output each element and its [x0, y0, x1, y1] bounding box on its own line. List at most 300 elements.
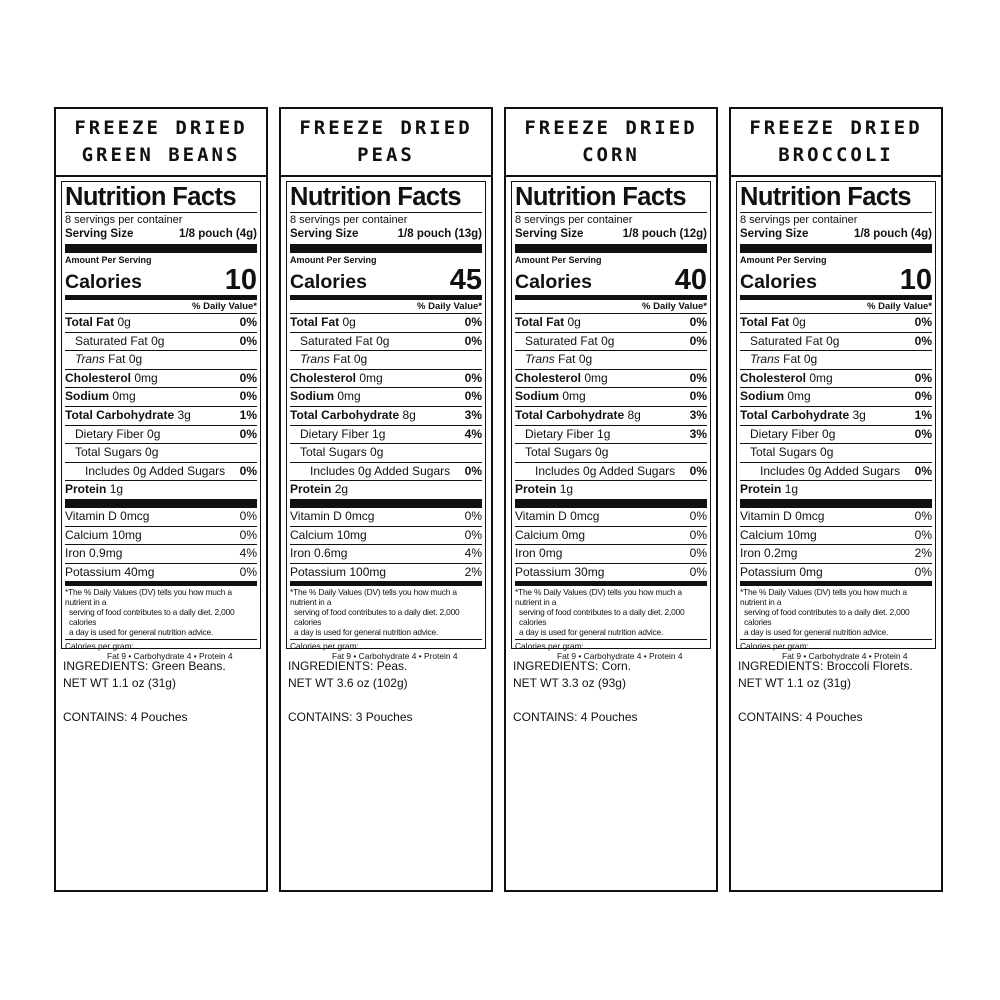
calories-per-gram-label: Calories per gram: [740, 641, 809, 652]
footnote-line-2: serving of food contributes to a daily diet. 2,000 calories [744, 606, 910, 627]
total-carbohydrate-dv: 3% [689, 407, 707, 422]
footnote-line-1: *The % Daily Values (DV) tells you how much a nutrient in a [290, 587, 457, 608]
cholesterol-label: Cholesterol [290, 370, 357, 385]
net-weight-line [513, 675, 638, 692]
cholesterol-dv: 0% [914, 370, 932, 385]
calories-label: Calories [740, 271, 817, 293]
calcium-label: Calcium [515, 527, 559, 542]
total-sugars-label: Total Sugars [75, 445, 142, 460]
added-sugars-label: Added Sugars [599, 463, 676, 478]
trans-fat-row [740, 351, 932, 370]
footnote-line-3: a day is used for general nutrition advice. [69, 626, 214, 637]
protein-row [65, 481, 257, 508]
net-weight-value: 3.6 oz (102g) [336, 676, 408, 690]
servings-per-container: 8 servings per container [740, 214, 858, 226]
cholesterol-label: Cholesterol [515, 370, 582, 385]
saturated-fat-dv: 0% [239, 333, 257, 348]
calories-row [65, 266, 257, 300]
calories-row [290, 266, 482, 300]
potassium-label: Potassium [290, 564, 347, 579]
total-fat-label: Total Fat [290, 315, 340, 329]
trans-fat-value: 0g [353, 352, 368, 367]
vitamin-d-value: 0mcg [795, 508, 825, 523]
contains-label: CONTAINS: [288, 710, 353, 724]
vitamin-d-dv: 0% [689, 508, 707, 523]
footnote-line-1: *The % Daily Values (DV) tells you how much a nutrient in a [740, 587, 907, 608]
added-sugars-dv: 0% [239, 463, 257, 478]
protein-row [740, 481, 932, 508]
net-weight-label: NET WT [738, 676, 784, 690]
sodium-value: 0mg [337, 389, 361, 404]
vitamin-d-row [65, 508, 257, 527]
calories-per-gram-values: Fat 9 • Carbohydrate 4 • Protein 4 [557, 651, 683, 662]
iron-label: Iron [65, 546, 86, 561]
vitamin-d-row [515, 508, 707, 527]
saturated-fat-dv: 0% [689, 333, 707, 348]
protein-label: Protein [65, 482, 107, 497]
trans-fat-row [65, 351, 257, 370]
added-sugars-value: 0g [133, 463, 147, 478]
trans-fat-value: 0g [803, 352, 818, 367]
footnote-line-3: a day is used for general nutrition advice. [744, 626, 889, 637]
total-fat-label: Total Fat [740, 315, 790, 329]
cholesterol-value: 0mg [134, 370, 158, 385]
serving-size-label: Serving Size [290, 228, 359, 240]
nutrition-facts-label [61, 181, 261, 662]
total-sugars-row [515, 444, 707, 463]
calcium-row [290, 527, 482, 546]
sodium-row [290, 388, 482, 407]
serving-size-row [290, 227, 482, 253]
total-carbohydrate-value: 8g [627, 407, 641, 422]
footnote-line-2: serving of food contributes to a daily diet. 2,000 calories [294, 606, 460, 627]
sodium-value: 0mg [562, 389, 586, 404]
total-sugars-value: 0g [595, 445, 609, 460]
calcium-row [740, 527, 932, 546]
total-sugars-label: Total Sugars [525, 445, 592, 460]
saturated-fat-value: 0g [826, 333, 840, 348]
product-panel [504, 107, 718, 892]
product-panel [279, 107, 493, 892]
potassium-value: 30mg [574, 564, 605, 579]
total-fat-row [515, 314, 707, 333]
added-sugars-row [65, 463, 257, 482]
vitamin-d-label: Vitamin D [290, 508, 342, 523]
iron-label: Iron [290, 546, 311, 561]
total-carbohydrate-value: 8g [402, 407, 416, 422]
product-title [506, 109, 716, 177]
serving-size-value: 1/8 pouch (4g) [854, 228, 932, 240]
protein-value: 1g [109, 482, 124, 497]
calcium-dv: 0% [689, 527, 707, 542]
saturated-fat-dv: 0% [914, 333, 932, 348]
total-sugars-value: 0g [820, 445, 834, 460]
calories-value: 10 [224, 264, 257, 296]
calories-per-gram-label: Calories per gram: [290, 641, 359, 652]
contains-line [738, 709, 913, 726]
added-sugars-row [740, 463, 932, 482]
calories-row [740, 266, 932, 300]
calcium-dv: 0% [914, 527, 932, 542]
saturated-fat-label: Saturated Fat [750, 333, 823, 348]
ingredients-label: INGREDIENTS: [288, 659, 374, 673]
calories-value: 45 [449, 264, 482, 296]
iron-value: 0.9mg [89, 546, 123, 561]
nutrition-facts-heading: Nutrition Facts [65, 182, 257, 213]
contains-line [288, 709, 413, 726]
total-sugars-label: Total Sugars [750, 445, 817, 460]
net-weight-label: NET WT [63, 676, 109, 690]
total-fat-dv: 0% [239, 315, 257, 329]
total-sugars-row [290, 444, 482, 463]
protein-label: Protein [515, 482, 557, 497]
added-sugars-label: Added Sugars [149, 463, 226, 478]
sodium-label: Sodium [290, 389, 334, 404]
iron-value: 0mg [539, 546, 563, 561]
cholesterol-value: 0mg [809, 370, 833, 385]
total-carbohydrate-dv: 1% [914, 407, 932, 422]
nutrition-facts-label [511, 181, 711, 662]
product-title-line-2: BROCCOLI [778, 144, 894, 166]
contains-value: 3 Pouches [355, 710, 413, 724]
added-sugars-label: Added Sugars [374, 463, 451, 478]
product-title [731, 109, 941, 177]
cholesterol-dv: 0% [239, 370, 257, 385]
net-weight-label: NET WT [513, 676, 559, 690]
ingredients-line [738, 658, 913, 675]
vitamin-d-dv: 0% [914, 508, 932, 523]
nutrition-facts-label [286, 181, 486, 662]
calcium-label: Calcium [65, 527, 109, 542]
vitamin-d-row [290, 508, 482, 527]
daily-value-header: % Daily Value* [65, 300, 257, 314]
product-title-line-2: GREEN BEANS [81, 144, 241, 166]
vitamin-d-label: Vitamin D [65, 508, 117, 523]
saturated-fat-value: 0g [376, 333, 390, 348]
saturated-fat-value: 0g [151, 333, 165, 348]
total-fat-row [740, 314, 932, 333]
iron-row [740, 545, 932, 564]
nutrition-facts-heading: Nutrition Facts [290, 182, 482, 213]
protein-row [290, 481, 482, 508]
iron-dv: 2% [914, 546, 932, 561]
saturated-fat-row [740, 333, 932, 352]
calories-per-gram-label: Calories per gram: [515, 641, 584, 652]
trans-label: Trans [300, 352, 330, 367]
product-title-line-1: FREEZE DRIED [299, 117, 473, 139]
potassium-dv: 2% [464, 564, 482, 579]
calories-per-gram-label: Calories per gram: [65, 641, 134, 652]
potassium-dv: 0% [239, 564, 257, 579]
dietary-fiber-row [740, 426, 932, 445]
total-carbohydrate-value: 3g [852, 407, 866, 422]
calories-value: 40 [674, 264, 707, 296]
trans-fat-row [290, 351, 482, 370]
net-weight-line [288, 675, 413, 692]
total-sugars-value: 0g [145, 445, 159, 460]
calories-per-gram-values: Fat 9 • Carbohydrate 4 • Protein 4 [332, 651, 458, 662]
added-sugars-value: 0g [358, 463, 372, 478]
trans-fat-value: 0g [128, 352, 143, 367]
trans-fat-row [515, 351, 707, 370]
serving-size-label: Serving Size [515, 228, 584, 240]
product-title-line-2: CORN [582, 144, 640, 166]
total-fat-label: Total Fat [65, 315, 115, 329]
calories-label: Calories [65, 271, 142, 293]
potassium-dv: 0% [689, 564, 707, 579]
sodium-label: Sodium [740, 389, 784, 404]
ingredients-label: INGREDIENTS: [738, 659, 824, 673]
contains-line [63, 709, 226, 726]
serving-size-label: Serving Size [65, 228, 134, 240]
trans-label: Trans [525, 352, 555, 367]
protein-row [515, 481, 707, 508]
total-carbohydrate-label: Total Carbohydrate [515, 407, 625, 422]
contains-label: CONTAINS: [738, 710, 803, 724]
includes-label: Includes [760, 463, 805, 478]
product-title-line-1: FREEZE DRIED [74, 117, 248, 139]
product-title [56, 109, 266, 177]
net-weight-label: NET WT [288, 676, 334, 690]
footnote-line-1: *The % Daily Values (DV) tells you how much a nutrient in a [65, 587, 232, 608]
total-carbohydrate-row [65, 407, 257, 426]
potassium-label: Potassium [515, 564, 572, 579]
dietary-fiber-value: 1g [372, 426, 386, 441]
potassium-value: 0mg [799, 564, 823, 579]
potassium-row [515, 564, 707, 587]
dietary-fiber-row [290, 426, 482, 445]
footnote-line-3: a day is used for general nutrition advice. [519, 626, 664, 637]
total-fat-value: 0g [792, 315, 806, 329]
servings-per-container: 8 servings per container [290, 214, 408, 226]
sodium-dv: 0% [239, 389, 257, 404]
calories-label: Calories [290, 271, 367, 293]
iron-row [290, 545, 482, 564]
vitamin-d-dv: 0% [464, 508, 482, 523]
sodium-row [740, 388, 932, 407]
calories-value: 10 [899, 264, 932, 296]
contains-value: 4 Pouches [805, 710, 863, 724]
calories-label: Calories [515, 271, 592, 293]
cholesterol-label: Cholesterol [740, 370, 807, 385]
protein-value: 1g [559, 482, 574, 497]
potassium-label: Potassium [65, 564, 122, 579]
dietary-fiber-dv: 0% [239, 426, 257, 441]
calcium-value: 10mg [336, 527, 367, 542]
servings-per-container: 8 servings per container [65, 214, 183, 226]
nutrition-facts-label [736, 181, 936, 662]
daily-value-header: % Daily Value* [290, 300, 482, 314]
dietary-fiber-value: 0g [147, 426, 161, 441]
total-carbohydrate-value: 3g [177, 407, 191, 422]
total-carbohydrate-row [740, 407, 932, 426]
protein-value: 2g [334, 482, 349, 497]
ingredients-block [288, 658, 413, 726]
servings-per-container: 8 servings per container [515, 214, 633, 226]
dietary-fiber-value: 0g [822, 426, 836, 441]
includes-label: Includes [535, 463, 580, 478]
cholesterol-value: 0mg [359, 370, 383, 385]
calcium-row [65, 527, 257, 546]
includes-label: Includes [85, 463, 130, 478]
vitamin-d-dv: 0% [239, 508, 257, 523]
calcium-label: Calcium [740, 527, 784, 542]
ingredients-block [513, 658, 638, 726]
net-weight-line [738, 675, 913, 692]
dietary-fiber-dv: 0% [914, 426, 932, 441]
added-sugars-value: 0g [808, 463, 822, 478]
sodium-value: 0mg [787, 389, 811, 404]
cholesterol-row [65, 370, 257, 389]
vitamin-d-label: Vitamin D [515, 508, 567, 523]
contains-label: CONTAINS: [513, 710, 578, 724]
protein-label: Protein [290, 482, 332, 497]
iron-row [65, 545, 257, 564]
serving-size-value: 1/8 pouch (12g) [622, 228, 707, 240]
daily-value-footnote [290, 586, 482, 640]
product-title [281, 109, 491, 177]
contains-label: CONTAINS: [63, 710, 128, 724]
potassium-label: Potassium [740, 564, 797, 579]
daily-value-header: % Daily Value* [740, 300, 932, 314]
ingredients-value: Green Beans. [151, 659, 226, 673]
ingredients-line [63, 658, 226, 675]
ingredients-value: Broccoli Florets. [826, 659, 913, 673]
dietary-fiber-label: Dietary Fiber [300, 426, 369, 441]
calcium-value: 10mg [111, 527, 142, 542]
saturated-fat-label: Saturated Fat [300, 333, 373, 348]
total-sugars-value: 0g [370, 445, 384, 460]
total-fat-value: 0g [342, 315, 356, 329]
vitamin-d-value: 0mcg [120, 508, 150, 523]
added-sugars-label: Added Sugars [824, 463, 901, 478]
cholesterol-label: Cholesterol [65, 370, 132, 385]
added-sugars-row [290, 463, 482, 482]
total-fat-row [65, 314, 257, 333]
footnote-line-2: serving of food contributes to a daily diet. 2,000 calories [69, 606, 235, 627]
trans-fat-label: Fat [783, 352, 801, 367]
amount-per-serving: Amount Per Serving [290, 255, 377, 265]
dietary-fiber-label: Dietary Fiber [75, 426, 144, 441]
serving-size-label: Serving Size [740, 228, 809, 240]
nutrition-facts-heading: Nutrition Facts [515, 182, 707, 213]
dietary-fiber-row [65, 426, 257, 445]
product-title-line-1: FREEZE DRIED [524, 117, 698, 139]
amount-per-serving: Amount Per Serving [515, 255, 602, 265]
saturated-fat-dv: 0% [464, 333, 482, 348]
ingredients-label: INGREDIENTS: [63, 659, 149, 673]
iron-dv: 4% [464, 546, 482, 561]
dietary-fiber-dv: 3% [689, 426, 707, 441]
serving-size-value: 1/8 pouch (4g) [179, 228, 257, 240]
protein-value: 1g [784, 482, 799, 497]
sodium-row [515, 388, 707, 407]
net-weight-value: 3.3 oz (93g) [561, 676, 626, 690]
protein-label: Protein [740, 482, 782, 497]
added-sugars-dv: 0% [689, 463, 707, 478]
potassium-row [65, 564, 257, 587]
calories-per-gram-values: Fat 9 • Carbohydrate 4 • Protein 4 [107, 651, 233, 662]
calcium-dv: 0% [464, 527, 482, 542]
product-title-line-1: FREEZE DRIED [749, 117, 923, 139]
footnote-line-2: serving of food contributes to a daily diet. 2,000 calories [519, 606, 685, 627]
total-fat-dv: 0% [689, 315, 707, 329]
saturated-fat-row [65, 333, 257, 352]
product-panel [54, 107, 268, 892]
daily-value-footnote [65, 586, 257, 640]
nutrition-facts-heading: Nutrition Facts [740, 182, 932, 213]
total-fat-dv: 0% [464, 315, 482, 329]
sodium-dv: 0% [464, 389, 482, 404]
ingredients-line [288, 658, 413, 675]
saturated-fat-label: Saturated Fat [75, 333, 148, 348]
includes-label: Includes [310, 463, 355, 478]
added-sugars-dv: 0% [464, 463, 482, 478]
potassium-row [740, 564, 932, 587]
trans-fat-label: Fat [333, 352, 351, 367]
cholesterol-dv: 0% [689, 370, 707, 385]
calcium-value: 10mg [786, 527, 817, 542]
daily-value-footnote [515, 586, 707, 640]
dietary-fiber-label: Dietary Fiber [750, 426, 819, 441]
vitamin-d-value: 0mcg [345, 508, 375, 523]
calories-row [515, 266, 707, 300]
footnote-line-1: *The % Daily Values (DV) tells you how much a nutrient in a [515, 587, 682, 608]
added-sugars-row [515, 463, 707, 482]
saturated-fat-label: Saturated Fat [525, 333, 598, 348]
total-fat-value: 0g [117, 315, 131, 329]
net-weight-value: 1.1 oz (31g) [786, 676, 851, 690]
potassium-value: 100mg [349, 564, 387, 579]
added-sugars-value: 0g [583, 463, 597, 478]
dietary-fiber-row [515, 426, 707, 445]
calcium-label: Calcium [290, 527, 334, 542]
serving-size-row [740, 227, 932, 253]
contains-value: 4 Pouches [130, 710, 188, 724]
vitamin-d-row [740, 508, 932, 527]
total-carbohydrate-row [290, 407, 482, 426]
iron-value: 0.2mg [764, 546, 798, 561]
sodium-dv: 0% [914, 389, 932, 404]
total-carbohydrate-label: Total Carbohydrate [65, 407, 175, 422]
ingredients-label: INGREDIENTS: [513, 659, 599, 673]
product-panel [729, 107, 943, 892]
sodium-label: Sodium [515, 389, 559, 404]
dietary-fiber-label: Dietary Fiber [525, 426, 594, 441]
contains-line [513, 709, 638, 726]
net-weight-value: 1.1 oz (31g) [111, 676, 176, 690]
trans-label: Trans [75, 352, 105, 367]
trans-label: Trans [750, 352, 780, 367]
cholesterol-row [740, 370, 932, 389]
vitamin-d-label: Vitamin D [740, 508, 792, 523]
potassium-dv: 0% [914, 564, 932, 579]
serving-size-value: 1/8 pouch (13g) [397, 228, 482, 240]
saturated-fat-row [515, 333, 707, 352]
iron-row [515, 545, 707, 564]
dietary-fiber-value: 1g [597, 426, 611, 441]
ingredients-block [63, 658, 226, 726]
added-sugars-dv: 0% [914, 463, 932, 478]
saturated-fat-row [290, 333, 482, 352]
serving-size-row [515, 227, 707, 253]
net-weight-line [63, 675, 226, 692]
total-fat-label: Total Fat [515, 315, 565, 329]
potassium-value: 40mg [124, 564, 155, 579]
ingredients-value: Peas. [376, 659, 408, 673]
dietary-fiber-dv: 4% [464, 426, 482, 441]
total-fat-row [290, 314, 482, 333]
